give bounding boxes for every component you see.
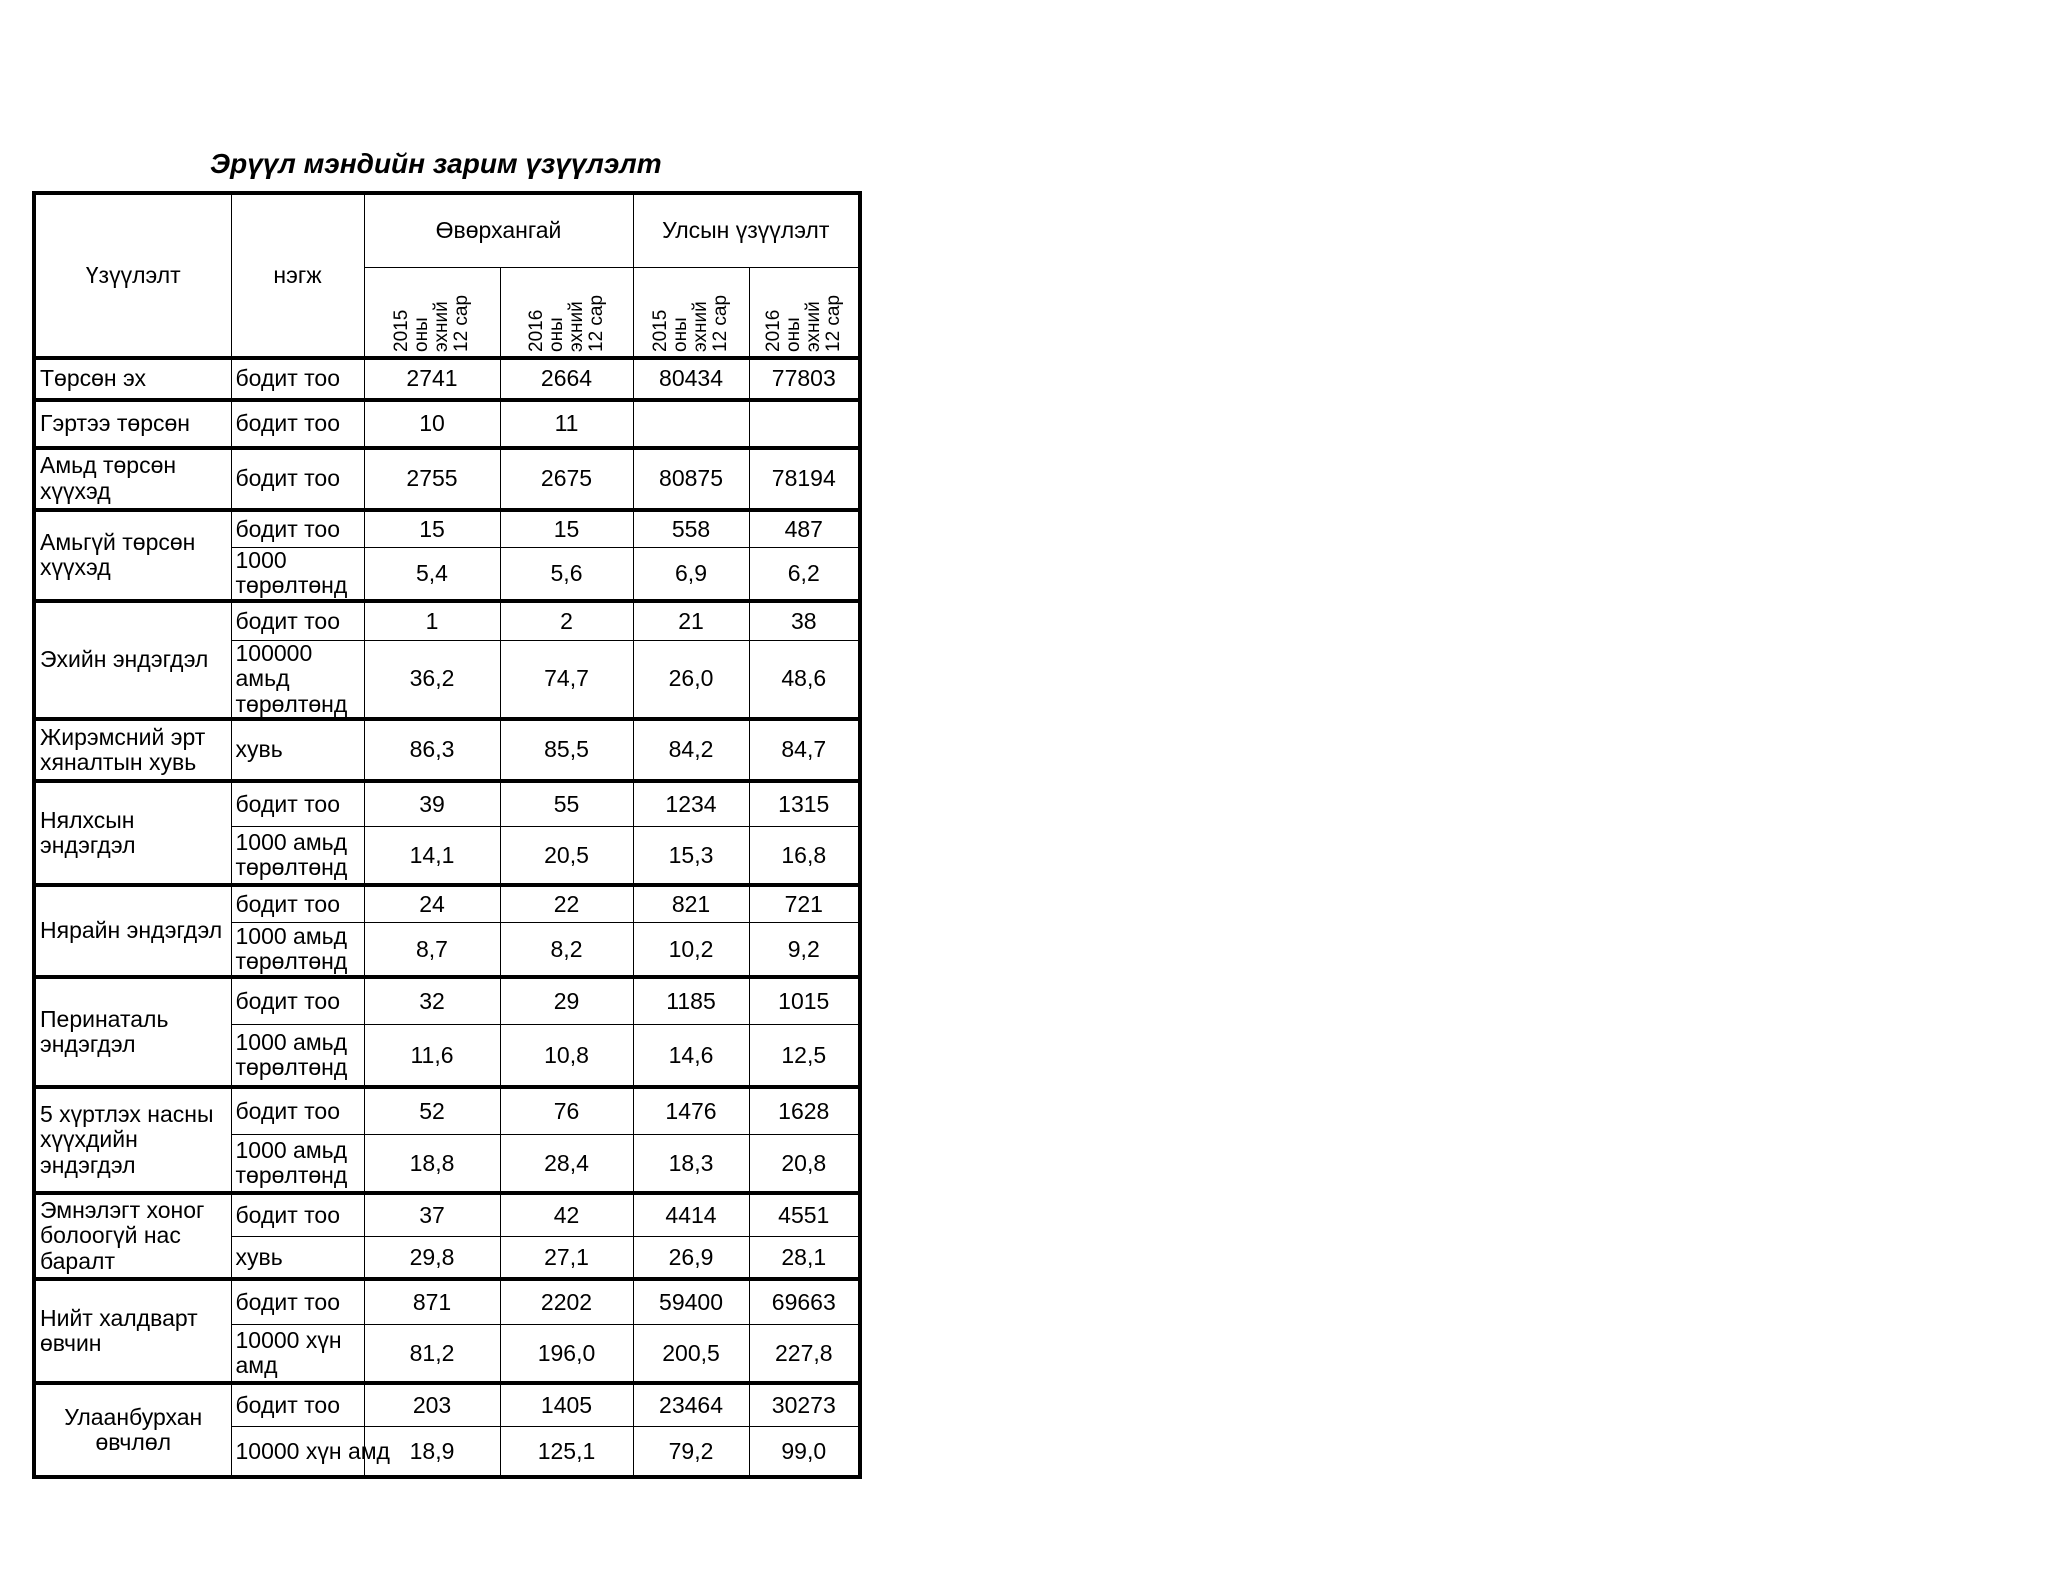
value-cell: 10 [364,400,500,448]
value-cell: 99,0 [749,1427,860,1477]
table-row [34,1193,860,1237]
value-cell: 74,7 [500,641,633,719]
table-row [34,885,860,923]
unit-label: бодит тоо [231,781,364,827]
value-cell: 12,5 [749,1025,860,1087]
value-cell: 77803 [749,358,860,400]
table-row [34,781,860,827]
unit-label: 1000 төрөлтөнд [231,548,364,601]
value-cell: 38 [749,601,860,641]
value-cell: 24 [364,885,500,923]
header-period: 2015 оны эхний 12 сар [364,267,500,358]
value-cell: 15 [364,510,500,548]
value-cell: 1628 [749,1087,860,1135]
value-cell: 1476 [633,1087,749,1135]
indicator-label: Перинаталь эндэгдэл [34,977,231,1087]
value-cell: 86,3 [364,719,500,781]
indicator-label: Эмнэлэгт хоног болоогүй нас баралт [34,1193,231,1279]
value-cell: 200,5 [633,1325,749,1383]
header-indicator: Үзүүлэлт [34,193,231,358]
unit-label: 1000 амьд төрөлтөнд [231,1025,364,1087]
value-cell: 821 [633,885,749,923]
value-cell: 23464 [633,1383,749,1427]
header-period: 2015 оны эхний 12 сар [633,267,749,358]
value-cell: 1 [364,601,500,641]
value-cell [749,400,860,448]
unit-label: бодит тоо [231,400,364,448]
unit-label: хувь [231,1237,364,1279]
value-cell: 21 [633,601,749,641]
value-cell: 20,5 [500,827,633,885]
unit-label: 100000 амьд төрөлтөнд [231,641,364,719]
value-cell: 59400 [633,1279,749,1325]
header-region-national: Улсын үзүүлэлт [633,193,860,267]
value-cell: 52 [364,1087,500,1135]
value-cell: 10,2 [633,923,749,977]
value-cell: 80875 [633,448,749,510]
value-cell: 18,8 [364,1135,500,1193]
unit-label: 10000 хүн амд [231,1427,364,1477]
value-cell: 8,7 [364,923,500,977]
unit-label: бодит тоо [231,358,364,400]
value-cell: 5,4 [364,548,500,601]
value-cell: 29,8 [364,1237,500,1279]
indicator-label: Гэртээ төрсөн [34,400,231,448]
value-cell: 22 [500,885,633,923]
value-cell: 76 [500,1087,633,1135]
value-cell: 29 [500,977,633,1025]
unit-label: 1000 амьд төрөлтөнд [231,827,364,885]
value-cell: 48,6 [749,641,860,719]
value-cell: 79,2 [633,1427,749,1477]
value-cell: 2675 [500,448,633,510]
value-cell: 26,0 [633,641,749,719]
value-cell: 11,6 [364,1025,500,1087]
value-cell: 10,8 [500,1025,633,1087]
table-row [34,400,860,448]
value-cell: 18,3 [633,1135,749,1193]
table-row [34,358,860,400]
value-cell: 28,4 [500,1135,633,1193]
value-cell: 69663 [749,1279,860,1325]
table-row [34,601,860,641]
value-cell: 1234 [633,781,749,827]
value-cell: 14,1 [364,827,500,885]
value-cell: 37 [364,1193,500,1237]
unit-label: бодит тоо [231,885,364,923]
value-cell: 2664 [500,358,633,400]
value-cell: 558 [633,510,749,548]
value-cell: 9,2 [749,923,860,977]
value-cell: 84,7 [749,719,860,781]
value-cell: 1015 [749,977,860,1025]
unit-label: бодит тоо [231,977,364,1025]
value-cell: 487 [749,510,860,548]
value-cell: 2755 [364,448,500,510]
health-indicators-table [32,191,862,1479]
header-period: 2016 оны эхний 12 сар [749,267,860,358]
value-cell: 78194 [749,448,860,510]
unit-label: бодит тоо [231,1383,364,1427]
unit-label: бодит тоо [231,1193,364,1237]
value-cell: 2741 [364,358,500,400]
value-cell: 18,9 [364,1427,500,1477]
indicator-label: Амьгүй төрсөн хүүхэд [34,510,231,601]
value-cell: 871 [364,1279,500,1325]
page-title: Эрүүл мэндийн зарим үзүүлэлт [210,148,662,179]
value-cell: 2 [500,601,633,641]
table-row [34,510,860,548]
value-cell: 36,2 [364,641,500,719]
value-cell: 81,2 [364,1325,500,1383]
indicator-label: Нийт халдварт өвчин [34,1279,231,1383]
value-cell: 80434 [633,358,749,400]
unit-label: хувь [231,719,364,781]
indicator-label: Нярайн эндэгдэл [34,885,231,977]
value-cell: 42 [500,1193,633,1237]
table-row [34,1279,860,1325]
header-region-local: Өвөрхангай [364,193,633,267]
table-row [34,719,860,781]
table-row [34,1087,860,1135]
value-cell: 30273 [749,1383,860,1427]
unit-label: бодит тоо [231,448,364,510]
indicator-label: Эхийн эндэгдэл [34,601,231,719]
value-cell: 55 [500,781,633,827]
value-cell: 8,2 [500,923,633,977]
value-cell: 26,9 [633,1237,749,1279]
value-cell: 20,8 [749,1135,860,1193]
value-cell: 28,1 [749,1237,860,1279]
value-cell: 15 [500,510,633,548]
unit-label: 10000 хүн амд [231,1325,364,1383]
value-cell: 721 [749,885,860,923]
value-cell: 16,8 [749,827,860,885]
value-cell: 227,8 [749,1325,860,1383]
unit-label: бодит тоо [231,1087,364,1135]
table-row [34,1383,860,1427]
value-cell: 32 [364,977,500,1025]
value-cell: 84,2 [633,719,749,781]
value-cell: 39 [364,781,500,827]
header-period: 2016 оны эхний 12 сар [500,267,633,358]
unit-label: бодит тоо [231,510,364,548]
value-cell: 203 [364,1383,500,1427]
value-cell: 4414 [633,1193,749,1237]
value-cell: 6,9 [633,548,749,601]
indicator-label: Амьд төрсөн хүүхэд [34,448,231,510]
value-cell: 4551 [749,1193,860,1237]
value-cell: 85,5 [500,719,633,781]
unit-label: бодит тоо [231,1279,364,1325]
indicator-label: Төрсөн эх [34,358,231,400]
value-cell: 196,0 [500,1325,633,1383]
value-cell: 1405 [500,1383,633,1427]
unit-label: бодит тоо [231,601,364,641]
value-cell: 6,2 [749,548,860,601]
value-cell: 14,6 [633,1025,749,1087]
value-cell: 2202 [500,1279,633,1325]
value-cell: 5,6 [500,548,633,601]
header-unit: нэгж [231,193,364,358]
value-cell: 1185 [633,977,749,1025]
value-cell: 125,1 [500,1427,633,1477]
value-cell: 27,1 [500,1237,633,1279]
table-row [34,977,860,1025]
table-row [34,448,860,510]
indicator-label: Жирэмсний эрт хяналтын хувь [34,719,231,781]
unit-label: 1000 амьд төрөлтөнд [231,923,364,977]
value-cell: 15,3 [633,827,749,885]
value-cell [633,400,749,448]
indicator-label: Улаанбурхан өвчлөл [34,1383,231,1477]
value-cell: 1315 [749,781,860,827]
indicator-label: Нялхсын эндэгдэл [34,781,231,885]
unit-label: 1000 амьд төрөлтөнд [231,1135,364,1193]
value-cell: 11 [500,400,633,448]
indicator-label: 5 хүртлэх насны хүүхдийн эндэгдэл [34,1087,231,1193]
